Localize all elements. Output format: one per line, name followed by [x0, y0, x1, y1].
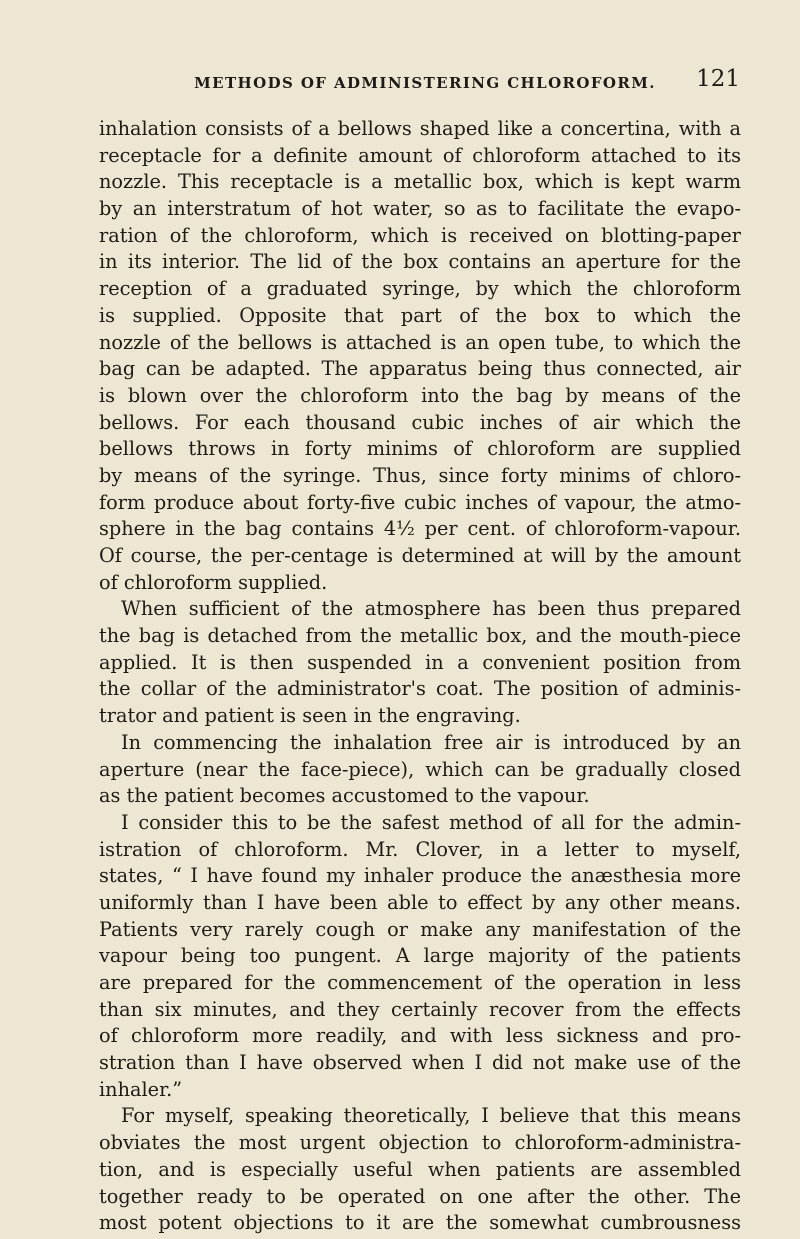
running-title: METHODS OF ADMINISTERING CHLOROFORM. — [194, 74, 656, 92]
text-line: reception of a graduated syringe, by which the chloroform — [99, 277, 741, 301]
text-line: Of course, the per-centage is determined at will by the amount — [99, 544, 741, 567]
text-line: When sufficient of the atmosphere has been thus prepared — [121, 597, 741, 621]
text-line: by an interstratum of hot water, so as to facilitate the evapo- — [99, 197, 741, 221]
text-line: sphere in the bag contains 4½ per cent. of chloroform-vapour. — [99, 517, 741, 541]
text-line: tion, and is especially useful when patients are assembled — [99, 1157, 741, 1181]
text-line: than six minutes, and they certainly recover from the effects — [99, 997, 741, 1021]
text-line: the collar of the administrator's coat. The position of adminis- — [99, 677, 741, 701]
text-line: in its interior. The lid of the box contains an aperture for the — [99, 250, 741, 274]
text-line: bag can be adapted. The apparatus being thus connected, air — [99, 357, 741, 381]
text-line: the bag is detached from the metallic box, and the mouth-piece — [99, 624, 741, 648]
text-line: together ready to be operated on one after the other. The — [99, 1184, 741, 1208]
text-line: inhaler.” — [99, 1077, 183, 1101]
text-line: For myself, speaking theoretically, I believe that this means — [121, 1104, 741, 1128]
page-number: 121 — [696, 66, 740, 92]
running-header — [110, 66, 740, 96]
text-line: of chloroform supplied. — [99, 570, 328, 594]
text-line: istration of chloroform. Mr. Clover, in a letter to myself, — [99, 837, 741, 861]
text-line: aperture (near the face-piece), which can be gradually closed — [99, 757, 741, 781]
text-line: nozzle. This receptacle is a metallic box, which is kept warm — [99, 170, 741, 194]
text-line: vapour being too pungent. A large majority of the patients — [99, 944, 741, 968]
text-line: by means of the syringe. Thus, since forty minims of chloro- — [99, 463, 741, 487]
text-line: Patients very rarely cough or make any manifestation of the — [99, 917, 741, 941]
text-line: nozzle of the bellows is attached is an open tube, to which the — [99, 330, 741, 354]
text-line: inhalation consists of a bellows shaped like a concertina, with a — [99, 117, 741, 140]
text-line: is blown over the chloroform into the bag by means of the — [99, 383, 741, 407]
text-line: states, “ I have found my inhaler produce the anæsthesia more — [99, 864, 741, 888]
text-line: form produce about forty-five cubic inches of vapour, the atmo- — [99, 490, 741, 514]
text-line: is supplied. Opposite that part of the box to which the — [99, 303, 741, 327]
text-line: ration of the chloroform, which is received on blotting-paper — [99, 223, 741, 247]
text-line: most potent objections to it are the somewhat cumbrousness — [99, 1211, 741, 1235]
text-line: I consider this to be the safest method of all for the admin- — [121, 810, 741, 834]
text-line: receptacle for a definite amount of chloroform attached to its — [99, 143, 741, 167]
text-line: are prepared for the commencement of the operation in less — [99, 971, 741, 994]
text-line: trator and patient is seen in the engraving. — [99, 704, 521, 728]
text-line: uniformly than I have been able to effect by any other means. — [99, 890, 741, 914]
text-line: In commencing the inhalation free air is introduced by an — [121, 730, 741, 754]
text-line: obviates the most urgent objection to chloroform-administra- — [99, 1131, 741, 1155]
text-line: bellows. For each thousand cubic inches of air which the — [99, 410, 741, 434]
body-text — [99, 116, 741, 1237]
text-line: stration than I have observed when I did not make use of the — [99, 1051, 741, 1075]
text-line: bellows throws in forty minims of chloroform are supplied — [99, 437, 741, 461]
text-line: of chloroform more readily, and with less sickness and pro- — [99, 1024, 741, 1048]
text-line: applied. It is then suspended in a convenient position from — [99, 650, 741, 674]
text-line: as the patient becomes accustomed to the vapour. — [99, 784, 590, 808]
